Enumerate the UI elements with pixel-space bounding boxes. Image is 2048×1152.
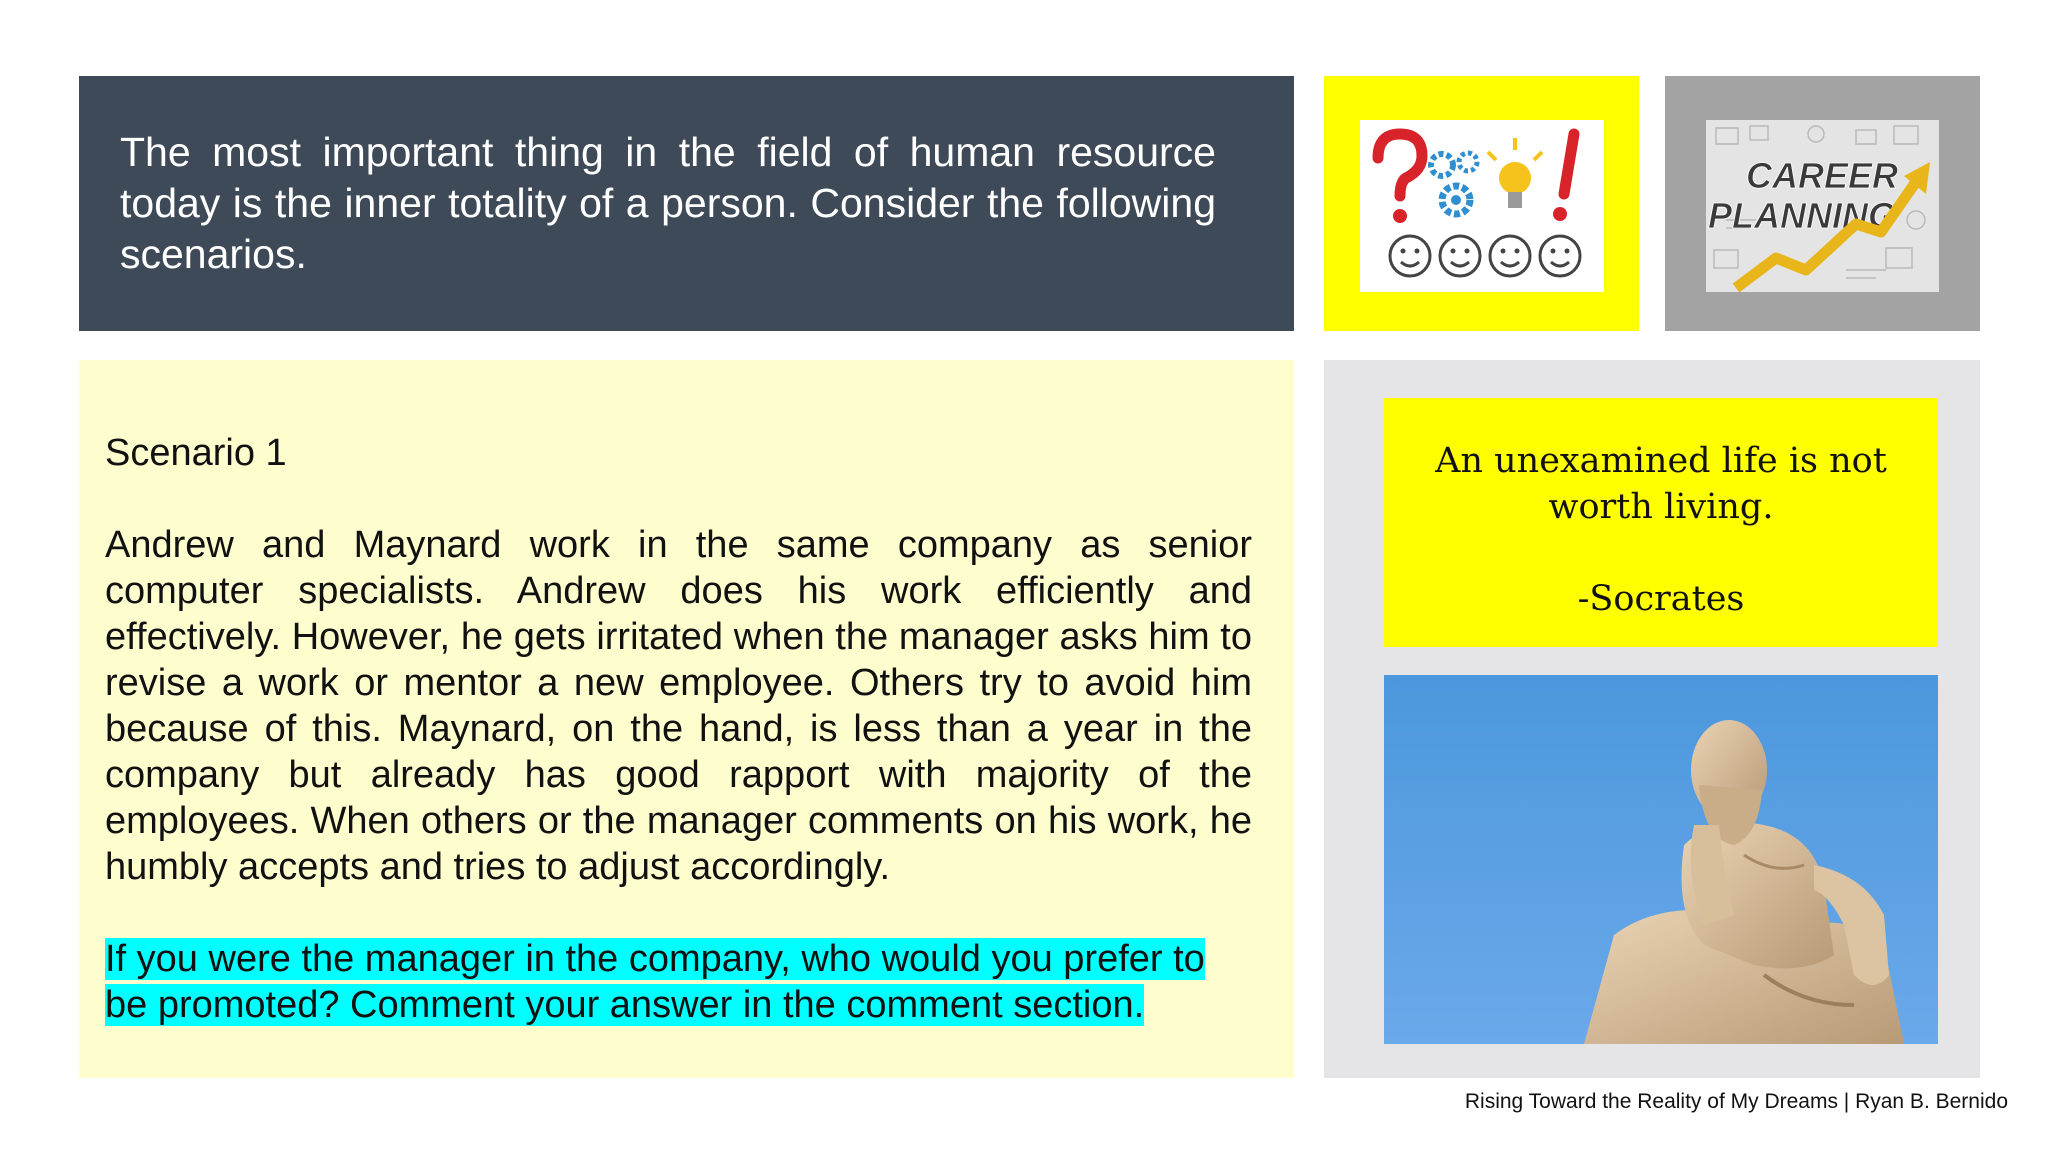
scenario-panel bbox=[79, 360, 1294, 1078]
career-planning-graphic bbox=[1706, 120, 1939, 292]
highlighted-question: If you were the manager in the company, who would you prefer to be promoted? Comment your answer in the comment section. bbox=[105, 938, 1205, 1026]
planning-word: PLANNING bbox=[1708, 195, 1896, 236]
quote-text: An unexamined life is not worth living. bbox=[1435, 441, 1887, 527]
statue-silhouette-icon bbox=[1384, 675, 1938, 1044]
career-word: CAREER bbox=[1745, 155, 1899, 196]
scenario-title: Scenario 1 bbox=[105, 432, 287, 474]
header-panel bbox=[79, 76, 1294, 331]
scenario-body: Andrew and Maynard work in the same company as senior computer specialists. Andrew does his work efficiently and effectively. However, he gets irritated when the manager asks him to revise a work or mentor a new employee. Others try to avoid him because of this. Maynard, on the hand, is less than a year in the company but already has good rapport with majority of the employees. When others or the manager comments on his work, he humbly accepts and tries to adjust accordingly. bbox=[105, 524, 1252, 888]
career-planning-image-panel bbox=[1665, 76, 1980, 331]
question-gears-lightbulb-faces-icon bbox=[1360, 120, 1604, 292]
ideas-image-panel bbox=[1324, 76, 1639, 331]
footer-credit: Rising Toward the Reality of My Dreams | Ryan B. Bernido bbox=[1464, 1090, 2008, 1113]
quote-box bbox=[1384, 398, 1938, 647]
career-planning-image bbox=[1706, 120, 1939, 292]
scenario-question bbox=[105, 936, 1252, 1028]
ideas-image bbox=[1360, 120, 1604, 292]
quote-panel bbox=[1324, 360, 1980, 1078]
header-text: The most important thing in the field of human resource today is the inner totality of a person. Consider the following scenarios. bbox=[120, 129, 1216, 277]
quote-author: -Socrates bbox=[1577, 579, 1745, 619]
socrates-statue-image bbox=[1384, 675, 1938, 1044]
